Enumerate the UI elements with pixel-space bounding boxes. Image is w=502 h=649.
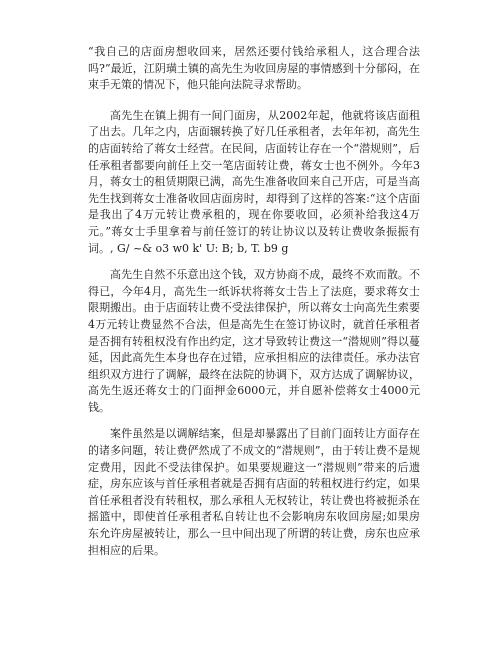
paragraph-lawsuit: 高先生自然不乐意出这个钱，双方协商不成，最终不欢而散。不得已，今年4月，高先生一纸诉状将蒋女士告上了法庭，要求蒋女士限期搬出。由于店面转让费不受法律保护，所以蒋女士向高先生索要4万元转让费显然不合法，但是高先生在签订协议时，就首任承租者是否拥有转租权没有作出约定，这才导致转让费这一“潜规则”得以蔓延，因此高先生本身也存在过错，应承担相应的法律责任。承办法官组织双方进行了调解，最终在法院的协调下，双方达成了调解协议，高先生返还蒋女士的门面押金6000元，并自愿补偿蒋女士4000元钱。 [88, 268, 420, 414]
document-body [88, 44, 420, 569]
paragraph-conclusion: 案件虽然是以调解结案，但是却暴露出了目前门面转让方面存在的诸多问题，转让费俨然成了不成文的“潜规则”，由于转让费不是规定费用，因此不受法律保护。如果要规避这一“潜规则”带来的后遗症，房东应该与首任承租者就是否拥有店面的转租权进行约定，如果首任承租者没有转租权，那么承租人无权转让，转让费也将被扼杀在摇篮中，即使首任承租者私自转让也不会影响房东收回房屋;如果房东允许房屋被转让，那么一旦中间出现了所谓的转让费，房东也应承担相应的后果。 [88, 427, 420, 557]
paragraph-intro: “我自己的店面房想收回来，居然还要付钱给承租人，这合理合法吗?”最近，江阴璜土镇的高先生为收回房屋的事情感到十分郁闷，在束手无策的情况下，他只能向法院寻求帮助。 [88, 45, 420, 92]
paragraph-background: 高先生在镇上拥有一间门面房，从2002年起，他就将该店面租了出去。几年之内，店面辗转换了好几任承租者，去年年初，高先生的店面转给了蒋女士经营。在民间，店面转让存在一个“潜规则”，后任承租者都要向前任上交一笔店面转让费，蒋女士也不例外。今年3月，蒋女士的租赁期限已满，高先生准备收回来自己开店，可是当高先生找到蒋女士准备收回店面房时，却得到了这样的答案:“这个店面是我出了4万元转让费承租的，现在你要收回，必须补给我这4万元。”蒋女士手里拿着与前任签订的转让协议以及转让费收条振振有词。, G/ ~& o3 w0 k' U: B; b, T. b9 g [88, 108, 420, 255]
